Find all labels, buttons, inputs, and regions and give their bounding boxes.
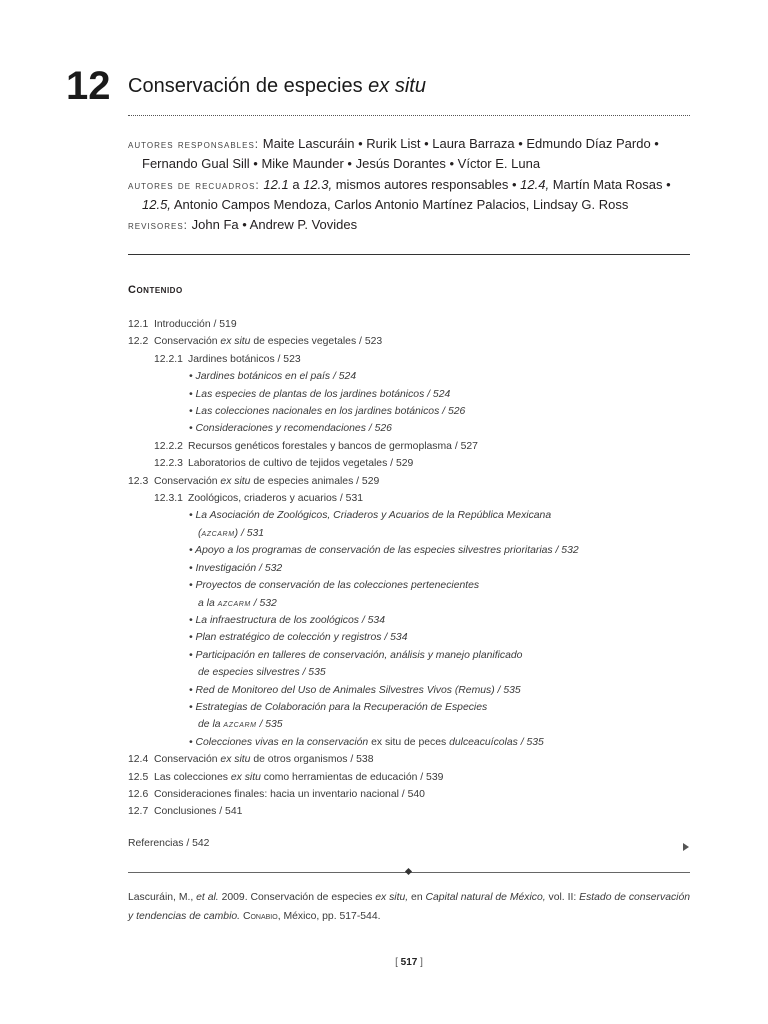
toc-text: de especies vegetales / 523: [250, 336, 383, 348]
toc-number: 12.2.1: [154, 353, 183, 365]
toc-subitem[interactable]: • Las colecciones nacionales en los jardines botánicos / 526: [189, 406, 466, 418]
citation-italic: et al.: [196, 892, 219, 903]
citation-text: 2009. Conservación de especies: [218, 892, 376, 903]
responsables-line: [128, 134, 693, 154]
recuadros-line: [128, 175, 693, 195]
toc-subitem[interactable]: • Red de Monitoreo del Uso de Animales Silvestres Vivos (Remus) / 535: [189, 684, 521, 696]
toc-item[interactable]: [128, 473, 698, 490]
title-dotted-divider: [128, 115, 690, 116]
revisores-line: [128, 215, 693, 235]
page-number-value: 517: [400, 957, 418, 968]
divider-diamond-icon: [405, 868, 412, 875]
toc-text: Conservación: [154, 754, 221, 766]
toc-text: de otros organismos / 538: [250, 754, 374, 766]
toc-text: ) / 531: [234, 527, 265, 539]
contenido-heading: Contenido: [128, 284, 183, 296]
toc-item[interactable]: [128, 351, 698, 368]
toc-text: como herramientas de educación / 539: [260, 771, 444, 783]
toc-text: Las colecciones: [154, 771, 231, 783]
toc-text: Jardines botánicos / 523: [188, 353, 301, 365]
toc-item[interactable]: [128, 803, 698, 820]
toc-item[interactable]: [128, 455, 698, 472]
toc-number: 12.3: [128, 475, 149, 487]
chapter-title-plain: Conservación de especies: [128, 75, 363, 97]
toc-subitem[interactable]: • Consideraciones y recomendaciones / 526: [189, 423, 392, 435]
toc-text: Conservación: [154, 336, 221, 348]
toc-text: (: [198, 527, 202, 539]
toc-text-italic: ex situ: [230, 771, 261, 783]
toc-text: / 535: [256, 719, 283, 731]
toc-number: 12.3.1: [154, 493, 183, 505]
toc-acronym: azcarm: [201, 527, 235, 539]
toc-subitem[interactable]: • Apoyo a los programas de conservación de las especies silvestres prioritarias / 532: [189, 545, 579, 557]
citation-text: vol. II:: [545, 892, 580, 903]
toc-number: 12.1: [128, 319, 149, 330]
toc-acronym: azcarm: [223, 719, 257, 731]
toc-text: / 532: [250, 597, 277, 609]
authors-block: [128, 134, 693, 235]
toc-item[interactable]: [128, 438, 698, 455]
toc-text: Introducción / 519: [154, 319, 237, 330]
toc-subitem-continued: [128, 595, 698, 612]
page-number-bracket: ]: [417, 957, 423, 968]
recuadros-line-2: [128, 195, 693, 215]
toc-subitem[interactable]: • Jardines botánicos en el país / 524: [189, 371, 357, 383]
toc-subitem-continued: [128, 525, 698, 542]
citation-italic: Capital natural de México,: [425, 892, 546, 903]
chapter-title-italic: ex situ: [368, 75, 426, 97]
next-page-arrow-icon[interactable]: [683, 843, 689, 851]
citation-text: Lascuráin, M.,: [128, 892, 197, 903]
toc-text: Consideraciones finales: hacia un inventario nacional / 540: [154, 788, 425, 800]
toc-item[interactable]: [128, 490, 698, 507]
toc-text: de especies animales / 529: [250, 475, 380, 487]
revisores-names: John Fa • Andrew P. Vovides: [191, 217, 358, 233]
recuadro-text: Antonio Campos Mendoza, Carlos Antonio Martínez Palacios, Lindsay G. Ross: [170, 196, 629, 212]
responsables-label: autores responsables:: [128, 137, 260, 151]
toc-number: 12.7: [128, 806, 149, 818]
toc-item[interactable]: [128, 751, 698, 768]
responsables-names: Maite Lascuráin • Rurik List • Laura Barraza • Edmundo Díaz Pardo •: [262, 136, 659, 151]
toc-text-italic: ex situ: [220, 475, 251, 487]
table-of-contents: [128, 316, 698, 821]
recuadro-ref: 12.1: [263, 176, 289, 192]
toc-text: ex situ de peces: [371, 736, 447, 748]
toc-number: 12.2: [128, 336, 149, 348]
citation-italic: Estado de conservación: [579, 892, 691, 903]
toc-number: 12.4: [128, 754, 149, 766]
toc-subitem-continued: de especies silvestres / 535: [198, 667, 326, 679]
citation-text: en: [408, 892, 426, 903]
toc-text: Conclusiones / 541: [154, 806, 243, 818]
toc-subitem[interactable]: • Proyectos de conservación de las colecciones pertenecientes: [189, 580, 480, 592]
recuadro-text: mismos autores responsables •: [332, 176, 521, 192]
chapter-title: [128, 74, 426, 98]
toc-text: a la: [198, 597, 218, 609]
recuadro-text: a: [288, 176, 304, 192]
toc-number: 12.2.3: [154, 458, 183, 470]
toc-number: 12.2.2: [154, 440, 183, 452]
recuadro-ref: 12.4,: [520, 176, 550, 192]
toc-item[interactable]: [128, 769, 698, 786]
toc-text-italic: dulceacuícolas / 535: [446, 736, 544, 748]
toc-number: 12.5: [128, 771, 149, 783]
citation-italic: ex situ,: [375, 892, 409, 903]
referencias-link[interactable]: Referencias / 542: [128, 838, 210, 849]
toc-acronym: azcarm: [217, 597, 251, 609]
toc-subitem[interactable]: • Plan estratégico de colección y registros / 534: [189, 632, 408, 644]
recuadro-text: Martín Mata Rosas •: [549, 176, 671, 192]
section-divider: [128, 254, 690, 255]
recuadro-ref: 12.5,: [142, 196, 171, 212]
recuadros-label: autores de recuadros:: [128, 177, 260, 192]
recuadro-ref: 12.3,: [303, 176, 333, 192]
chapter-number: 12: [66, 64, 111, 108]
toc-number: 12.6: [128, 788, 149, 800]
toc-text: de la: [198, 719, 224, 731]
toc-text: Conservación: [154, 475, 221, 487]
citation-org: Conabio: [242, 910, 278, 922]
toc-subitem[interactable]: [128, 734, 698, 751]
toc-text-italic: ex situ: [220, 754, 251, 766]
toc-subitem[interactable]: • Participación en talleres de conservación, análisis y manejo planificado: [189, 649, 523, 661]
toc-text: Laboratorios de cultivo de tejidos vegetales / 529: [188, 458, 414, 470]
toc-item[interactable]: [128, 333, 698, 350]
toc-subitem[interactable]: • Las especies de plantas de los jardines botánicos / 524: [189, 388, 451, 400]
toc-subitem-continued: [128, 716, 698, 733]
revisores-label: revisores:: [128, 218, 189, 233]
citation-text: , México, pp. 517-544.: [277, 910, 381, 922]
page-number: [0, 957, 768, 968]
citation-italic: y tendencias de cambio.: [128, 910, 241, 922]
toc-subitem[interactable]: • La Asociación de Zoológicos, Criaderos y Acuarios de la República Mexicana: [189, 510, 552, 522]
toc-subitem[interactable]: • La infraestructura de los zoológicos / 534: [189, 614, 385, 626]
responsables-line-2: Fernando Gual Sill • Mike Maunder • Jesús Dorantes • Víctor E. Luna: [142, 156, 541, 172]
citation-block: [128, 889, 694, 926]
toc-text: Zoológicos, criaderos y acuarios / 531: [188, 493, 363, 505]
toc-text-italic: ex situ: [220, 336, 251, 348]
toc-text-italic: • Colecciones vivas en la conservación: [189, 736, 372, 748]
toc-subitem[interactable]: • Investigación / 532: [189, 562, 283, 574]
page-number-bracket: [: [395, 957, 401, 968]
toc-item[interactable]: [128, 786, 698, 803]
toc-subitem[interactable]: • Estrategias de Colaboración para la Recuperación de Especies: [189, 701, 488, 713]
toc-text: Recursos genéticos forestales y bancos de germoplasma / 527: [188, 440, 478, 452]
toc-item[interactable]: [128, 316, 698, 333]
